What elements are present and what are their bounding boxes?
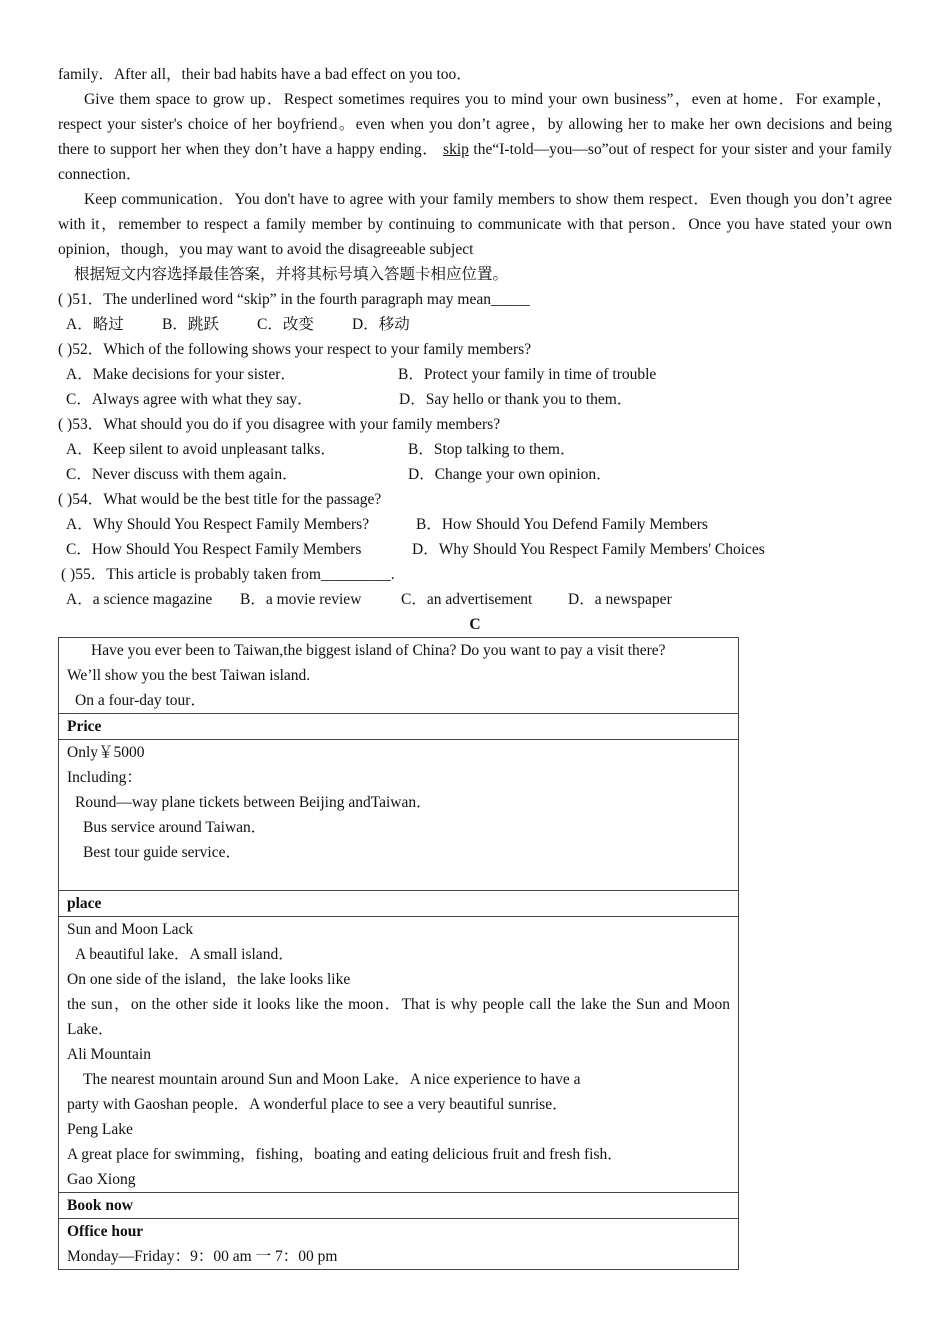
- option-b[interactable]: B．Protect your family in time of trouble: [398, 366, 657, 383]
- question-51-options: [58, 312, 892, 337]
- passage-paragraph-space: Give them space to grow up．Respect sometimes requires you to mind your own business”，even at home．For example，respect your sister's choice of her boyfriend。even when you don’t agree，by allowing her to make her own decisions and being there to support her when they don’t have a happy ending． skip the“I-told—you—so”out of respect for your sister and your family connection．: [58, 91, 892, 183]
- question-52-options: [58, 362, 892, 387]
- question-51: ( )51．The underlined word “skip” in the fourth paragraph may mean_____: [58, 291, 530, 308]
- place-header: place: [59, 891, 739, 917]
- option-d[interactable]: D．Say hello or thank you to them．: [399, 391, 633, 408]
- option-c[interactable]: C．How Should You Respect Family Members: [66, 541, 362, 558]
- option-a[interactable]: A．a science magazine: [66, 591, 213, 608]
- option-b[interactable]: B．Stop talking to them．: [408, 441, 576, 458]
- office-hours: Office hour Monday—Friday：9：00 am 一 7：00 pm: [59, 1219, 739, 1270]
- underlined-word-skip: skip: [443, 141, 469, 158]
- question-54: ( )54．What would be the best title for the passage?: [58, 491, 382, 508]
- price-header: Price: [59, 714, 739, 740]
- option-a[interactable]: A．Why Should You Respect Family Members?: [66, 516, 370, 533]
- passage-paragraph-communication: Keep communication．You don't have to agree with your family members to show them respect．Even though you don’t agree with it，remember to respect a family member by continuing to communicate with that person．Once you have stated your own opinion，though，you may want to avoid the disagreeable subject: [58, 191, 892, 258]
- place-name: Peng Lake: [67, 1121, 133, 1138]
- question-55-options: [58, 587, 892, 612]
- option-c[interactable]: C．改变: [257, 316, 314, 333]
- question-52-options-2: [58, 387, 892, 412]
- place-name: Gao Xiong: [67, 1171, 136, 1188]
- option-a[interactable]: A．略过: [66, 316, 124, 333]
- ad-intro: Have you ever been to Taiwan,the biggest island of China? Do you want to pay a visit there? We’ll show you the best Taiwan island. On a four-day tour．: [59, 638, 739, 714]
- book-now-header: Book now: [59, 1193, 739, 1219]
- question-54-options: [58, 512, 892, 537]
- option-c[interactable]: C．Always agree with what they say．: [66, 391, 313, 408]
- option-a[interactable]: A．Keep silent to avoid unpleasant talks．: [66, 441, 336, 458]
- option-d[interactable]: D．Why Should You Respect Family Members' Choices: [412, 541, 765, 558]
- price-details: Only￥5000 Including： Round—way plane tickets between Beijing andTaiwan． Bus service around Taiwan． Best tour guide service．: [59, 740, 739, 891]
- option-d[interactable]: D．移动: [352, 316, 410, 333]
- option-d[interactable]: D．Change your own opinion．: [408, 466, 612, 483]
- question-53: ( )53．What should you do if you disagree with your family members?: [58, 416, 501, 433]
- question-52: ( )52．Which of the following shows your respect to your family members?: [58, 341, 532, 358]
- option-c[interactable]: C．an advertisement: [401, 591, 533, 608]
- document-page: [58, 62, 892, 1270]
- option-a[interactable]: A．Make decisions for your sister．: [66, 366, 296, 383]
- question-53-options-2: [58, 462, 892, 487]
- place-details: Sun and Moon Lack A beautiful lake．A small island． On one side of the island，the lake looks like the sun，on the other side it looks like the moon．That is why people call the lake the Sun and Moon Lake． Ali Mountain The nearest mountain around Sun and Moon Lake．A nice experience to have a party with Gaoshan people．A wonderful place to see a very beautiful sunrise． Peng Lake A great place for swimming，fishing，boating and eating delicious fruit and fresh fish． Gao Xiong: [59, 917, 739, 1193]
- option-b[interactable]: B．a movie review: [240, 591, 362, 608]
- option-c[interactable]: C．Never discuss with them again．: [66, 466, 298, 483]
- taiwan-tour-advertisement: [58, 637, 739, 1270]
- option-b[interactable]: B．How Should You Defend Family Members: [416, 516, 708, 533]
- question-55: ( )55．This article is probably taken from_________.: [61, 566, 395, 583]
- instruction: 根据短文内容选择最佳答案，并将其标号填入答题卡相应位置。: [74, 266, 509, 283]
- place-name: Ali Mountain: [67, 1046, 151, 1063]
- option-b[interactable]: B．跳跃: [162, 316, 219, 333]
- place-name: Sun and Moon Lack: [67, 921, 194, 938]
- option-d[interactable]: D．a newspaper: [568, 591, 672, 608]
- question-53-options: [58, 437, 892, 462]
- section-c-title: C: [469, 616, 481, 633]
- passage-paragraph-tail: family．After all，their bad habits have a bad effect on you too．: [58, 66, 472, 83]
- question-54-options-2: [58, 537, 892, 562]
